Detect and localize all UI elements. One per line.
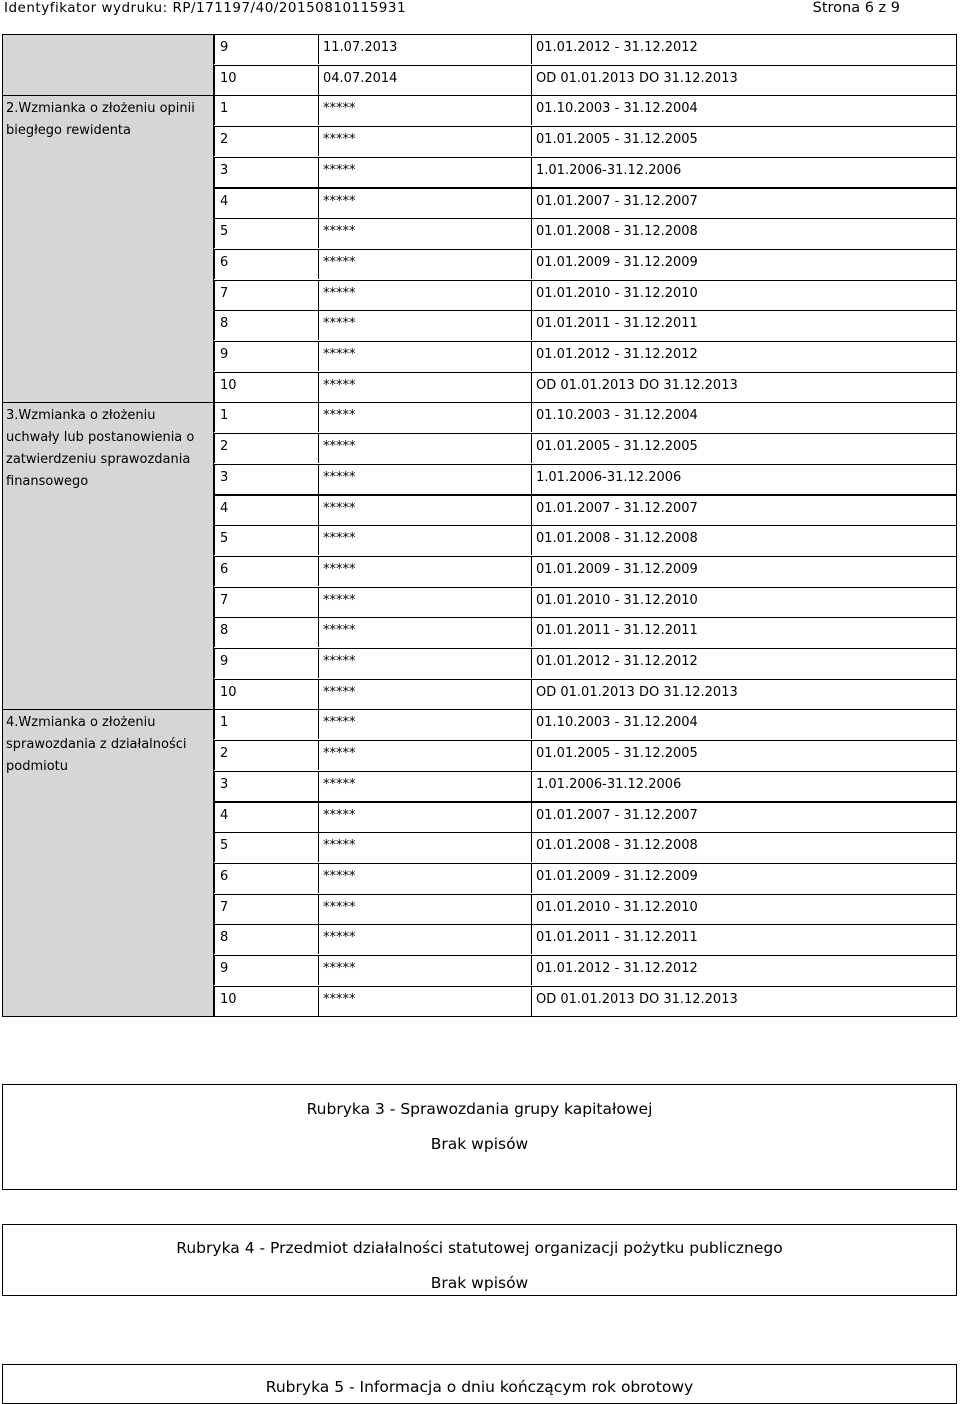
row-number: 2 — [214, 434, 319, 463]
row-number: 1 — [214, 96, 319, 125]
row-date: ***** — [319, 158, 532, 187]
row-date: ***** — [319, 680, 532, 709]
row-period: 01.01.2007 - 31.12.2007 — [536, 807, 698, 823]
table-row — [214, 249, 957, 281]
table-row — [214, 894, 957, 926]
table-row — [214, 433, 957, 465]
row-number: 3 — [214, 465, 319, 494]
table-row — [214, 34, 957, 66]
row-period: 01.10.2003 - 31.12.2004 — [536, 408, 698, 424]
row-date: ***** — [319, 311, 532, 340]
table-row — [214, 341, 957, 373]
row-date: ***** — [319, 219, 532, 248]
table-row — [214, 740, 957, 772]
row-number: 7 — [214, 281, 319, 310]
row-date: ***** — [319, 496, 532, 525]
table-row — [214, 310, 957, 342]
table-row — [214, 95, 957, 127]
table-row — [214, 188, 957, 220]
rubryka-5-title: Rubryka 5 - Informacja o dniu kończącym rok obrotowy — [265, 1378, 694, 1396]
table-row — [214, 126, 957, 158]
row-date: ***** — [319, 127, 532, 156]
row-date: ***** — [319, 434, 532, 463]
row-number: 4 — [214, 803, 319, 832]
row-date: ***** — [319, 772, 532, 801]
table-row — [214, 65, 957, 97]
table-row — [214, 157, 957, 189]
table-row — [214, 464, 957, 496]
row-date: ***** — [319, 250, 532, 279]
row-number: 10 — [214, 373, 319, 402]
row-date: ***** — [319, 710, 532, 739]
table-row — [214, 280, 957, 312]
rubryka-4-title: Rubryka 4 - Przedmiot działalności statutowej organizacji pożytku publicznego — [176, 1239, 783, 1257]
row-number: 9 — [214, 956, 319, 985]
row-date: 11.07.2013 — [319, 35, 532, 64]
row-number: 8 — [214, 311, 319, 340]
row-number: 10 — [214, 987, 319, 1016]
row-period: 01.01.2012 - 31.12.2012 — [536, 961, 698, 976]
row-date: 04.07.2014 — [319, 66, 532, 95]
row-period: 01.01.2009 - 31.12.2009 — [536, 561, 698, 577]
row-number: 8 — [214, 618, 319, 647]
row-number: 7 — [214, 588, 319, 617]
row-date: ***** — [319, 96, 532, 125]
row-period: 01.01.2012 - 31.12.2012 — [536, 654, 698, 669]
page-header — [0, 0, 960, 20]
table-row — [214, 556, 957, 588]
row-number: 9 — [214, 649, 319, 678]
row-number: 5 — [214, 833, 319, 862]
row-number: 3 — [214, 772, 319, 801]
row-period: 01.01.2011 - 31.12.2011 — [536, 316, 698, 332]
row-date: ***** — [319, 925, 532, 954]
row-number: 2 — [214, 741, 319, 770]
table-row — [214, 832, 957, 864]
section-label-cell — [2, 709, 214, 1017]
row-number: 1 — [214, 710, 319, 739]
row-period: 01.01.2007 - 31.12.2007 — [536, 500, 698, 516]
section-label: 4.Wzmianka o złożeniu sprawozdania z działalności podmiotu — [6, 715, 187, 775]
table-row — [214, 495, 957, 527]
row-period: 01.01.2005 - 31.12.2005 — [536, 439, 698, 455]
row-number: 2 — [214, 127, 319, 156]
table-row — [214, 709, 957, 741]
row-date: ***** — [319, 803, 532, 832]
row-number: 4 — [214, 496, 319, 525]
row-number: 9 — [214, 342, 319, 371]
row-number: 9 — [214, 35, 319, 64]
page-number: Strona 6 z 9 — [812, 0, 900, 16]
section-label: 2.Wzmianka o złożeniu opinii biegłego rewidenta — [6, 101, 195, 139]
table-row — [214, 986, 957, 1018]
row-period: 01.01.2007 - 31.12.2007 — [536, 193, 698, 209]
table-row — [214, 218, 957, 250]
print-identifier: Identyfikator wydruku: RP/171197/40/20150810115931 — [4, 0, 407, 16]
row-period: 1.01.2006-31.12.2006 — [536, 162, 682, 178]
row-period: 01.01.2010 - 31.12.2010 — [536, 285, 698, 301]
row-period: OD 01.01.2013 DO 31.12.2013 — [536, 70, 738, 86]
row-period: 01.01.2010 - 31.12.2010 — [536, 592, 698, 608]
row-date: ***** — [319, 281, 532, 310]
row-date: ***** — [319, 403, 532, 432]
row-period: 01.01.2011 - 31.12.2011 — [536, 623, 698, 639]
row-period: 01.01.2005 - 31.12.2005 — [536, 132, 698, 148]
section-label-cell — [2, 95, 214, 403]
row-period: 01.01.2011 - 31.12.2011 — [536, 930, 698, 946]
row-period: 01.01.2012 - 31.12.2012 — [536, 347, 698, 362]
rubryka-4-body: Brak wpisów — [430, 1274, 529, 1292]
table-row — [214, 617, 957, 649]
section-label-cell — [2, 34, 214, 96]
row-number: 6 — [214, 557, 319, 586]
row-date: ***** — [319, 956, 532, 985]
row-number: 10 — [214, 680, 319, 709]
row-date: ***** — [319, 526, 532, 555]
rubryka-3-box — [2, 1084, 957, 1190]
row-period: OD 01.01.2013 DO 31.12.2013 — [536, 377, 738, 393]
row-date: ***** — [319, 342, 532, 371]
row-period: 01.01.2009 - 31.12.2009 — [536, 868, 698, 884]
row-period: 01.01.2008 - 31.12.2008 — [536, 531, 698, 547]
row-date: ***** — [319, 557, 532, 586]
table-row — [214, 587, 957, 619]
table-row — [214, 771, 957, 803]
row-period: 01.01.2009 - 31.12.2009 — [536, 254, 698, 270]
table-row — [214, 679, 957, 711]
rubryka-5-box — [2, 1364, 957, 1404]
row-date: ***** — [319, 833, 532, 862]
row-period: 1.01.2006-31.12.2006 — [536, 469, 682, 485]
row-number: 10 — [214, 66, 319, 95]
table-row — [214, 955, 957, 987]
table-row — [214, 863, 957, 895]
row-number: 8 — [214, 925, 319, 954]
row-period: OD 01.01.2013 DO 31.12.2013 — [536, 991, 738, 1007]
row-period: 01.10.2003 - 31.12.2004 — [536, 715, 698, 731]
table-row — [214, 402, 957, 434]
row-number: 7 — [214, 895, 319, 924]
table-row — [214, 648, 957, 680]
row-number: 6 — [214, 250, 319, 279]
row-period: 01.01.2008 - 31.12.2008 — [536, 838, 698, 854]
row-period: 01.01.2010 - 31.12.2010 — [536, 899, 698, 915]
row-number: 1 — [214, 403, 319, 432]
row-date: ***** — [319, 741, 532, 770]
row-date: ***** — [319, 618, 532, 647]
row-period: 01.01.2008 - 31.12.2008 — [536, 224, 698, 240]
row-number: 5 — [214, 219, 319, 248]
row-number: 5 — [214, 526, 319, 555]
row-number: 4 — [214, 189, 319, 218]
row-number: 3 — [214, 158, 319, 187]
row-date: ***** — [319, 373, 532, 402]
filings-table — [2, 34, 957, 1016]
row-number: 6 — [214, 864, 319, 893]
table-row — [214, 372, 957, 404]
row-period: 01.01.2012 - 31.12.2012 — [536, 40, 698, 55]
table-row — [214, 924, 957, 956]
row-period: 1.01.2006-31.12.2006 — [536, 776, 682, 792]
table-row — [214, 802, 957, 834]
row-date: ***** — [319, 588, 532, 617]
row-date: ***** — [319, 465, 532, 494]
row-period: 01.10.2003 - 31.12.2004 — [536, 101, 698, 117]
section-label-cell — [2, 402, 214, 710]
row-date: ***** — [319, 895, 532, 924]
row-date: ***** — [319, 864, 532, 893]
row-date: ***** — [319, 189, 532, 218]
row-period: OD 01.01.2013 DO 31.12.2013 — [536, 684, 738, 700]
row-date: ***** — [319, 987, 532, 1016]
rubryka-3-body: Brak wpisów — [430, 1135, 529, 1153]
row-date: ***** — [319, 649, 532, 678]
rubryka-4-box — [2, 1224, 957, 1296]
row-period: 01.01.2005 - 31.12.2005 — [536, 746, 698, 762]
section-label: 3.Wzmianka o złożeniu uchwały lub postanowienia o zatwierdzeniu sprawozdania finansowego — [6, 408, 195, 490]
rubryka-3-title: Rubryka 3 - Sprawozdania grupy kapitałowej — [306, 1100, 653, 1118]
table-row — [214, 525, 957, 557]
